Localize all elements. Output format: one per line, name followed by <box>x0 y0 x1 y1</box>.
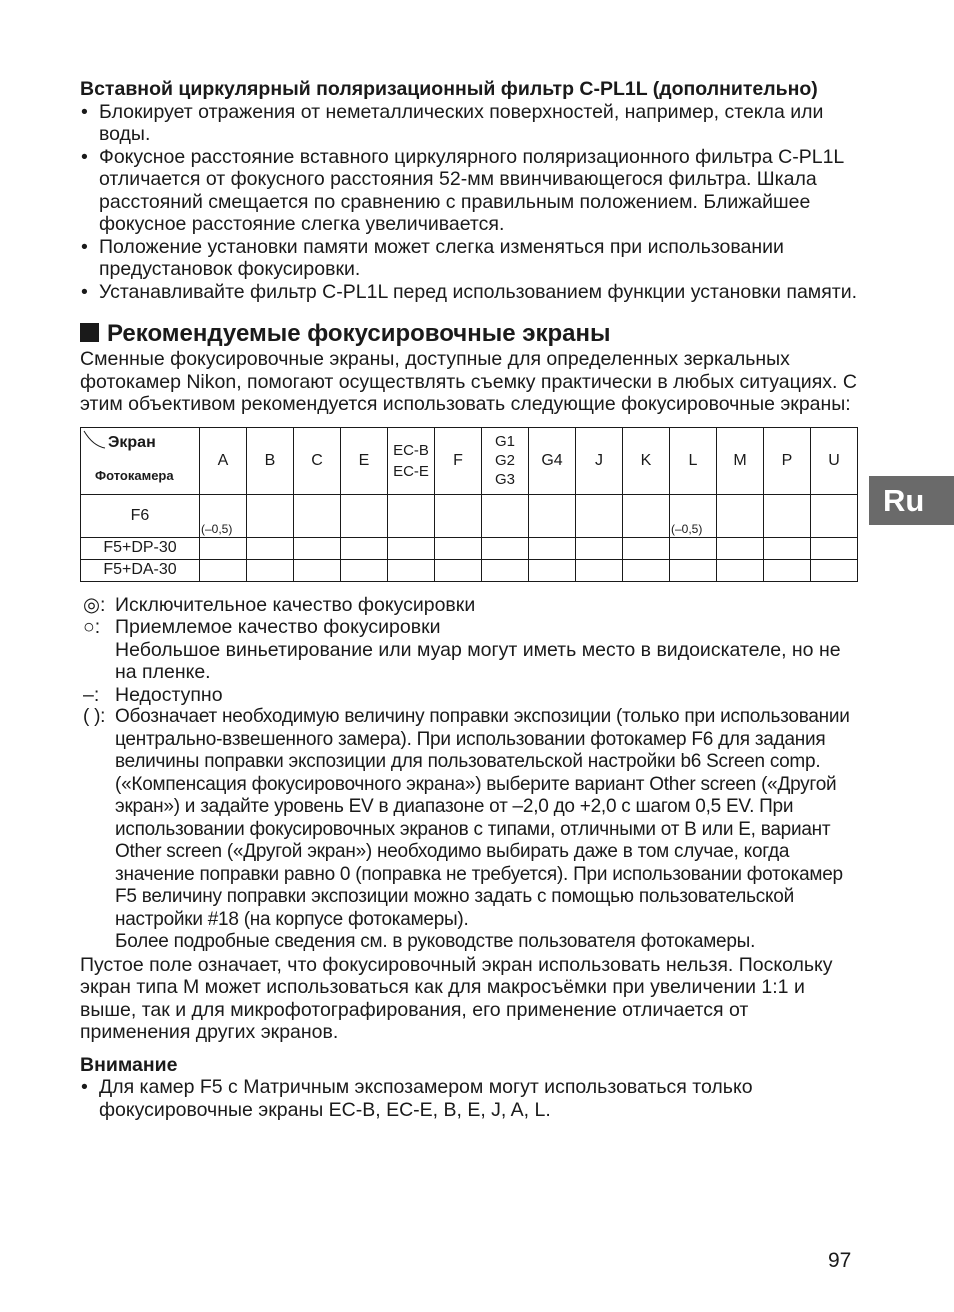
column-header: P <box>764 427 811 494</box>
bullet-text: Положение установки памяти может слегка изменяться при использовании предустановок фокусировки. <box>99 235 784 280</box>
table-cell <box>247 537 294 559</box>
column-header: J <box>576 427 623 494</box>
column-header-line: G3 <box>494 471 515 488</box>
legend-item <box>80 616 860 684</box>
column-header: F <box>435 427 482 494</box>
table-cell <box>717 537 764 559</box>
table-cell <box>435 559 482 581</box>
table-cell <box>435 494 482 537</box>
table-row <box>81 494 858 537</box>
table-cell <box>388 559 435 581</box>
legend-text: Исключительное качество фокусировки <box>115 593 476 616</box>
table-cell <box>623 559 670 581</box>
filter-section-title: Вставной циркулярный поляризационный фильтр C-PL1L (дополнительно) <box>80 78 818 100</box>
bullet-text: Для камер F5 с Матричным экспозамером могут использоваться только фокусировочные экраны EC-B, EC-E, B, E, J, A, L. <box>99 1076 753 1121</box>
attention-title: Внимание <box>80 1053 178 1076</box>
table-cell <box>717 494 764 537</box>
table-cell <box>200 559 247 581</box>
exposure-note: (–0,5) <box>671 521 703 536</box>
column-header: L <box>670 427 717 494</box>
column-header <box>388 427 435 494</box>
table-cell <box>811 494 858 537</box>
table-cell <box>482 537 529 559</box>
table-cell <box>529 559 576 581</box>
table-cell <box>200 494 247 537</box>
bullet-icon: • <box>81 235 88 258</box>
legend <box>80 594 860 954</box>
table-header-row <box>81 427 858 494</box>
column-header-line: G2 <box>494 452 515 469</box>
legend-item <box>80 684 860 707</box>
legend-symbol: ( ): <box>83 706 106 727</box>
table-cell <box>764 559 811 581</box>
list-item <box>80 236 860 281</box>
table-cell <box>482 494 529 537</box>
table-cell <box>576 537 623 559</box>
list-item <box>80 281 860 304</box>
table-cell <box>623 494 670 537</box>
table-cell <box>529 537 576 559</box>
table-cell <box>670 559 717 581</box>
column-header <box>482 427 529 494</box>
row-header: F5+DA-30 <box>81 559 200 581</box>
bullet-icon: • <box>81 145 88 168</box>
row-header: F6 <box>81 494 200 537</box>
column-header: G4 <box>529 427 576 494</box>
legend-item <box>80 594 860 617</box>
table-cell <box>576 559 623 581</box>
column-header: K <box>623 427 670 494</box>
table-cell <box>811 559 858 581</box>
table-cell <box>623 537 670 559</box>
corner-label-screen: Экран <box>108 433 156 451</box>
legend-symbol: ○: <box>83 616 101 638</box>
column-header-line: G1 <box>494 433 515 450</box>
table-cell <box>341 537 388 559</box>
table-cell <box>294 494 341 537</box>
bullet-icon: • <box>81 280 88 303</box>
table-cell <box>294 559 341 581</box>
column-header: E <box>341 427 388 494</box>
page-content <box>80 78 860 1121</box>
table-row <box>81 537 858 559</box>
legend-text: Обозначает необходимую величину поправки экспозиции (только при использовании центрально-взвешенного замера). При использовании фотокамер F6 для задания величины поправки экспозиции для пользовательской настройки b6 Screen comp. («Компенсация фокусировочного экрана») выберите вариант Other screen («Другой экран») и задайте уровень EV в диапазоне от –2,0 до +2,0 с шагом 0,5 EV. При использовании фокусировочных экранов с типами, отличными от B или E, вариант Other screen («Другой экран») необходимо выбирать даже в том случае, когда значение поправки равно 0 (поправка не требуется). При использовании фотокамер F5 величину поправки экспозиции можно задать с помощью пользовательской настройки #18 (на корпусе фотокамеры). <box>115 706 850 930</box>
table-cell <box>811 537 858 559</box>
legend-extra: Небольшое виньетирование или муар могут иметь место в видоискателе, но не на пленке. <box>115 638 841 683</box>
table-row <box>81 559 858 581</box>
row-header: F5+DP-30 <box>81 537 200 559</box>
legend-symbol: ◎: <box>83 593 106 616</box>
table-cell <box>482 559 529 581</box>
bullet-icon: • <box>81 1076 88 1098</box>
legend-item <box>80 706 860 954</box>
column-header: C <box>294 427 341 494</box>
table-cell <box>247 559 294 581</box>
column-header: U <box>811 427 858 494</box>
legend-text: Приемлемое качество фокусировки <box>115 616 441 638</box>
table-cell <box>764 494 811 537</box>
legend-extra: Более подробные сведения см. в руководстве пользователя фотокамеры. <box>115 931 756 952</box>
table-cell <box>200 537 247 559</box>
bullet-text: Блокирует отражения от неметаллических поверхностей, например, стекла или воды. <box>99 100 824 145</box>
after-legend-text: Пустое поле означает, что фокусировочный экран использовать нельзя. Поскольку экран типа M может использоваться как для макросъёмки при увеличении 1:1 и выше, так и для микрофотографирования, его применение отличается от применения других экранов. <box>80 953 833 1043</box>
table-cell <box>764 537 811 559</box>
table-cell <box>388 494 435 537</box>
bullet-icon: • <box>81 100 88 123</box>
column-header: A <box>200 427 247 494</box>
page-number: 97 <box>828 1249 852 1272</box>
screens-intro: Сменные фокусировочные экраны, доступные для определенных зеркальных фотокамер Nikon, помогают осуществлять съемку практически в любых ситуациях. С этим объективом рекомендуется использовать следующие фокусировочные экраны: <box>80 348 857 415</box>
list-item <box>80 1076 860 1121</box>
table-cell <box>717 559 764 581</box>
corner-label-camera: Фотокамера <box>95 467 174 483</box>
table-cell <box>341 494 388 537</box>
legend-symbol: –: <box>83 683 100 706</box>
table-cell <box>294 537 341 559</box>
table-cell <box>247 494 294 537</box>
exposure-note: (–0,5) <box>201 521 233 536</box>
table-cell <box>670 494 717 537</box>
focusing-screen-table <box>80 427 858 582</box>
legend-text: Недоступно <box>115 683 223 706</box>
column-header-line: EC-B <box>393 441 429 459</box>
column-header-line: EC-E <box>393 462 429 480</box>
square-bullet-icon <box>80 323 99 342</box>
column-header: M <box>717 427 764 494</box>
table-cell <box>576 494 623 537</box>
table-cell <box>670 537 717 559</box>
bullet-text: Фокусное расстояние вставного циркулярного поляризационного фильтра C-PL1L отличается от фокусного расстояния 52-мм ввинчивающегося фильтра. Шкала расстояний смещается по сравнению с правильным положением. Ближайшее фокусное расстояние слегка увеличивается. <box>99 145 844 235</box>
list-item <box>80 146 860 236</box>
section-title-text: Рекомендуемые фокусировочные экраны <box>107 320 611 347</box>
list-item <box>80 101 860 146</box>
table-cell <box>341 559 388 581</box>
language-tab: Ru <box>869 476 954 525</box>
table-cell <box>388 537 435 559</box>
column-header: B <box>247 427 294 494</box>
screens-section-title <box>80 320 860 348</box>
table-cell <box>529 494 576 537</box>
bullet-text: Устанавливайте фильтр C-PL1L перед использованием функции установки памяти. <box>99 280 858 303</box>
table-cell <box>435 537 482 559</box>
table-corner-cell <box>81 427 200 494</box>
